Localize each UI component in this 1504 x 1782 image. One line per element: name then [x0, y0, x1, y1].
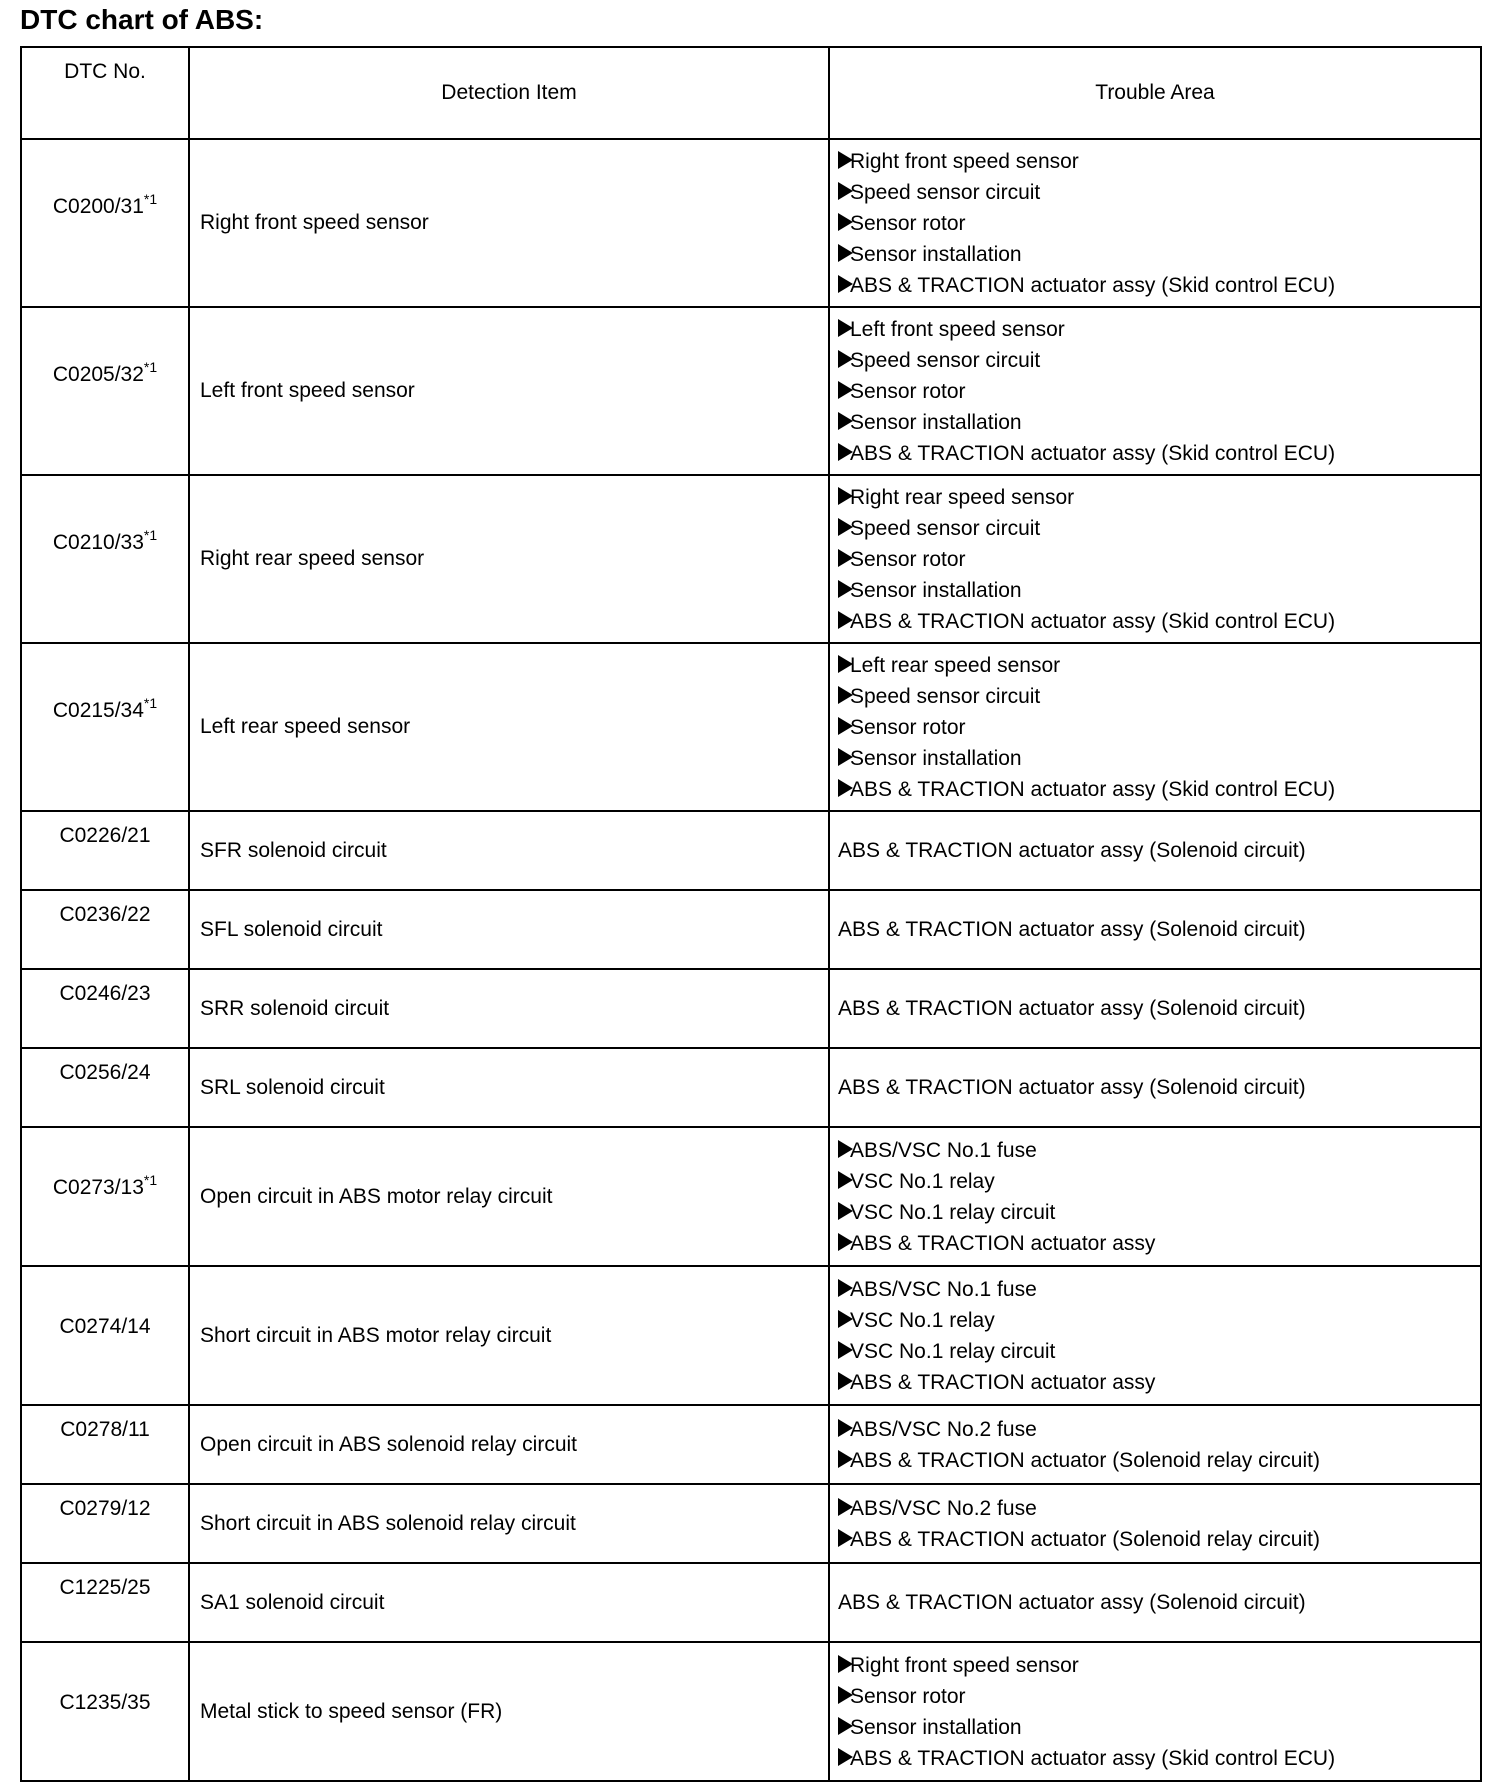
- dtc-code-cell: [21, 1405, 189, 1484]
- bullet-arrow-icon: [838, 1655, 853, 1673]
- trouble-area-cell: [829, 643, 1481, 811]
- dtc-code-cell: [21, 307, 189, 475]
- table-row: [21, 1484, 1481, 1563]
- bullet-arrow-icon: [838, 549, 853, 567]
- trouble-area-item: [838, 314, 1480, 345]
- trouble-area-label: Sensor installation: [850, 746, 1022, 770]
- dtc-code: C0236/22: [59, 903, 151, 926]
- trouble-area-cell: [829, 139, 1481, 307]
- trouble-area-label: ABS & TRACTION actuator assy (Skid control ECU): [850, 609, 1336, 633]
- trouble-area-item: [838, 544, 1480, 575]
- table-row: [21, 1048, 1481, 1127]
- detection-item: Short circuit in ABS solenoid relay circuit: [189, 1484, 829, 1563]
- trouble-area-item: [838, 774, 1480, 805]
- trouble-area-cell: [829, 307, 1481, 475]
- dtc-code-cell: [21, 643, 189, 811]
- detection-item: Left front speed sensor: [189, 307, 829, 475]
- dtc-code: C0256/24: [59, 1061, 151, 1084]
- dtc-code: C0215/34: [52, 699, 144, 722]
- trouble-area-label: Right front speed sensor: [850, 1653, 1079, 1677]
- detection-item: Metal stick to speed sensor (FR): [189, 1642, 829, 1781]
- table-row: [21, 1563, 1481, 1642]
- dtc-code-cell: [21, 139, 189, 307]
- trouble-area-item: [838, 345, 1480, 376]
- header-dtc-no: DTC No.: [21, 47, 189, 139]
- bullet-arrow-icon: [838, 518, 853, 536]
- trouble-area-text: ABS & TRACTION actuator assy (Solenoid circuit): [838, 1591, 1306, 1614]
- bullet-arrow-icon: [838, 779, 853, 797]
- trouble-area-label: Sensor installation: [850, 578, 1022, 602]
- trouble-area-cell: [829, 475, 1481, 643]
- bullet-arrow-icon: [838, 151, 853, 169]
- trouble-area-label: Speed sensor circuit: [850, 180, 1041, 204]
- bullet-arrow-icon: [838, 1372, 853, 1390]
- trouble-area-label: Left front speed sensor: [850, 317, 1065, 341]
- footnote-marker: *1: [143, 1172, 158, 1188]
- trouble-area-cell: [829, 1127, 1481, 1266]
- trouble-area-label: Speed sensor circuit: [850, 516, 1041, 540]
- dtc-code-cell: [21, 1127, 189, 1266]
- header-detection-item: Detection Item: [189, 47, 829, 139]
- dtc-code: C0246/23: [59, 982, 151, 1005]
- table-header-row: [21, 47, 1481, 139]
- dtc-table: [20, 46, 1482, 1782]
- table-row: [21, 139, 1481, 307]
- bullet-arrow-icon: [838, 1279, 853, 1297]
- trouble-area-label: Sensor installation: [850, 410, 1022, 434]
- trouble-area-item: [838, 239, 1480, 270]
- trouble-area-cell: [829, 1484, 1481, 1563]
- dtc-code-cell: [21, 475, 189, 643]
- bullet-arrow-icon: [838, 1233, 853, 1251]
- detection-item: Left rear speed sensor: [189, 643, 829, 811]
- bullet-arrow-icon: [838, 580, 853, 598]
- detection-item: SFL solenoid circuit: [189, 890, 829, 969]
- detection-item: SA1 solenoid circuit: [189, 1563, 829, 1642]
- trouble-area-label: ABS/VSC No.2 fuse: [850, 1417, 1037, 1441]
- trouble-area-item: [838, 208, 1480, 239]
- trouble-area-label: ABS & TRACTION actuator assy: [850, 1370, 1156, 1394]
- bullet-arrow-icon: [838, 1140, 853, 1158]
- bullet-arrow-icon: [838, 275, 853, 293]
- trouble-area-label: VSC No.1 relay circuit: [850, 1339, 1056, 1363]
- trouble-area-item: [838, 743, 1480, 774]
- trouble-area-label: Speed sensor circuit: [850, 684, 1041, 708]
- trouble-area-item: [838, 482, 1480, 513]
- bullet-arrow-icon: [838, 381, 853, 399]
- table-row: [21, 475, 1481, 643]
- trouble-area-item: [838, 575, 1480, 606]
- dtc-code: C0210/33: [52, 531, 144, 554]
- trouble-area-label: ABS & TRACTION actuator assy (Skid control ECU): [850, 441, 1336, 465]
- trouble-area-label: Sensor rotor: [850, 1684, 966, 1708]
- trouble-area-item: [838, 1743, 1480, 1774]
- trouble-area-cell: [829, 1405, 1481, 1484]
- trouble-area-item: [838, 650, 1480, 681]
- detection-item: Right rear speed sensor: [189, 475, 829, 643]
- bullet-arrow-icon: [838, 182, 853, 200]
- table-row: [21, 1405, 1481, 1484]
- bullet-arrow-icon: [838, 487, 853, 505]
- trouble-area-item: [838, 1712, 1480, 1743]
- trouble-area-item: [838, 1274, 1480, 1305]
- trouble-area-label: Right front speed sensor: [850, 149, 1079, 173]
- bullet-arrow-icon: [838, 350, 853, 368]
- trouble-area-cell: [829, 1563, 1481, 1642]
- trouble-area-item: [838, 513, 1480, 544]
- bullet-arrow-icon: [838, 412, 853, 430]
- trouble-area-label: ABS & TRACTION actuator (Solenoid relay circuit): [850, 1448, 1320, 1472]
- detection-item: SRR solenoid circuit: [189, 969, 829, 1048]
- trouble-area-item: [838, 1414, 1480, 1445]
- trouble-area-label: ABS & TRACTION actuator assy: [850, 1231, 1156, 1255]
- trouble-area-item: [838, 1367, 1480, 1398]
- trouble-area-label: Sensor rotor: [850, 379, 966, 403]
- trouble-area-cell: [829, 969, 1481, 1048]
- bullet-arrow-icon: [838, 443, 853, 461]
- trouble-area-label: Sensor rotor: [850, 715, 966, 739]
- dtc-code: C1235/35: [59, 1691, 151, 1714]
- trouble-area-cell: [829, 890, 1481, 969]
- bullet-arrow-icon: [838, 1419, 853, 1437]
- trouble-area-item: [838, 1197, 1480, 1228]
- trouble-area-label: Speed sensor circuit: [850, 348, 1041, 372]
- detection-item: Open circuit in ABS solenoid relay circuit: [189, 1405, 829, 1484]
- bullet-arrow-icon: [838, 1686, 853, 1704]
- table-row: [21, 307, 1481, 475]
- table-row: [21, 1266, 1481, 1405]
- bullet-arrow-icon: [838, 213, 853, 231]
- trouble-area-item: [838, 146, 1480, 177]
- header-trouble-area: Trouble Area: [829, 47, 1481, 139]
- detection-item: Open circuit in ABS motor relay circuit: [189, 1127, 829, 1266]
- trouble-area-label: Sensor rotor: [850, 547, 966, 571]
- trouble-area-item: [838, 407, 1480, 438]
- bullet-arrow-icon: [838, 1310, 853, 1328]
- bullet-arrow-icon: [838, 1450, 853, 1468]
- trouble-area-text: ABS & TRACTION actuator assy (Solenoid circuit): [838, 1076, 1306, 1099]
- bullet-arrow-icon: [838, 1202, 853, 1220]
- dtc-code-cell: [21, 1048, 189, 1127]
- dtc-code-cell: [21, 1563, 189, 1642]
- table-row: [21, 969, 1481, 1048]
- trouble-area-cell: [829, 1642, 1481, 1781]
- trouble-area-label: ABS & TRACTION actuator assy (Skid control ECU): [850, 273, 1336, 297]
- table-row: [21, 1642, 1481, 1781]
- detection-item: Right front speed sensor: [189, 139, 829, 307]
- dtc-code: C0226/21: [59, 824, 151, 847]
- dtc-code-cell: [21, 969, 189, 1048]
- dtc-code-cell: [21, 1484, 189, 1563]
- trouble-area-item: [838, 1681, 1480, 1712]
- bullet-arrow-icon: [838, 1529, 853, 1547]
- footnote-marker: *1: [143, 191, 158, 207]
- detection-item: Short circuit in ABS motor relay circuit: [189, 1266, 829, 1405]
- table-row: [21, 1127, 1481, 1266]
- trouble-area-label: ABS/VSC No.2 fuse: [850, 1496, 1037, 1520]
- bullet-arrow-icon: [838, 1341, 853, 1359]
- trouble-area-item: [838, 177, 1480, 208]
- trouble-area-label: Sensor installation: [850, 242, 1022, 266]
- table-row: [21, 890, 1481, 969]
- bullet-arrow-icon: [838, 717, 853, 735]
- trouble-area-item: [838, 1305, 1480, 1336]
- dtc-code: C0273/13: [52, 1176, 144, 1199]
- trouble-area-item: [838, 1493, 1480, 1524]
- table-row: [21, 811, 1481, 890]
- trouble-area-label: VSC No.1 relay: [850, 1308, 995, 1332]
- page-title: DTC chart of ABS:: [20, 4, 264, 35]
- bullet-arrow-icon: [838, 1171, 853, 1189]
- trouble-area-text: ABS & TRACTION actuator assy (Solenoid circuit): [838, 918, 1306, 941]
- trouble-area-label: Left rear speed sensor: [850, 653, 1061, 677]
- trouble-area-label: Sensor installation: [850, 1715, 1022, 1739]
- bullet-arrow-icon: [838, 1748, 853, 1766]
- dtc-code-cell: [21, 1266, 189, 1405]
- bullet-arrow-icon: [838, 1717, 853, 1735]
- trouble-area-item: [838, 1135, 1480, 1166]
- trouble-area-label: ABS/VSC No.1 fuse: [850, 1138, 1037, 1162]
- bullet-arrow-icon: [838, 1498, 853, 1516]
- dtc-code: C0205/32: [52, 363, 144, 386]
- trouble-area-item: [838, 376, 1480, 407]
- bullet-arrow-icon: [838, 655, 853, 673]
- bullet-arrow-icon: [838, 611, 853, 629]
- detection-item: SRL solenoid circuit: [189, 1048, 829, 1127]
- trouble-area-item: [838, 270, 1480, 301]
- bullet-arrow-icon: [838, 244, 853, 262]
- trouble-area-item: [838, 1336, 1480, 1367]
- dtc-code: C0279/12: [59, 1497, 151, 1520]
- dtc-code-cell: [21, 890, 189, 969]
- dtc-code: C0274/14: [59, 1315, 151, 1338]
- table-row: [21, 643, 1481, 811]
- trouble-area-cell: [829, 1266, 1481, 1405]
- trouble-area-label: VSC No.1 relay: [850, 1169, 995, 1193]
- dtc-code-cell: [21, 1642, 189, 1781]
- trouble-area-label: ABS & TRACTION actuator assy (Skid control ECU): [850, 777, 1336, 801]
- dtc-code: C0278/11: [60, 1418, 150, 1441]
- trouble-area-cell: [829, 811, 1481, 890]
- trouble-area-item: [838, 681, 1480, 712]
- trouble-area-label: ABS & TRACTION actuator (Solenoid relay circuit): [850, 1527, 1320, 1551]
- trouble-area-text: ABS & TRACTION actuator assy (Solenoid circuit): [838, 839, 1306, 862]
- dtc-code: C0200/31: [52, 195, 144, 218]
- trouble-area-label: Sensor rotor: [850, 211, 966, 235]
- trouble-area-item: [838, 438, 1480, 469]
- dtc-code: C1225/25: [59, 1576, 151, 1599]
- trouble-area-label: Right rear speed sensor: [850, 485, 1075, 509]
- footnote-marker: *1: [143, 695, 158, 711]
- dtc-code-cell: [21, 811, 189, 890]
- table-body: [21, 139, 1481, 1781]
- trouble-area-item: [838, 1228, 1480, 1259]
- footnote-marker: *1: [143, 527, 158, 543]
- trouble-area-item: [838, 1166, 1480, 1197]
- trouble-area-label: ABS/VSC No.1 fuse: [850, 1277, 1037, 1301]
- bullet-arrow-icon: [838, 686, 853, 704]
- bullet-arrow-icon: [838, 319, 853, 337]
- trouble-area-text: ABS & TRACTION actuator assy (Solenoid circuit): [838, 997, 1306, 1020]
- trouble-area-item: [838, 1445, 1480, 1476]
- footnote-marker: *1: [143, 359, 158, 375]
- trouble-area-item: [838, 606, 1480, 637]
- detection-item: SFR solenoid circuit: [189, 811, 829, 890]
- trouble-area-label: ABS & TRACTION actuator assy (Skid control ECU): [850, 1746, 1336, 1770]
- trouble-area-item: [838, 1650, 1480, 1681]
- trouble-area-item: [838, 712, 1480, 743]
- bullet-arrow-icon: [838, 748, 853, 766]
- trouble-area-label: VSC No.1 relay circuit: [850, 1200, 1056, 1224]
- trouble-area-cell: [829, 1048, 1481, 1127]
- trouble-area-item: [838, 1524, 1480, 1555]
